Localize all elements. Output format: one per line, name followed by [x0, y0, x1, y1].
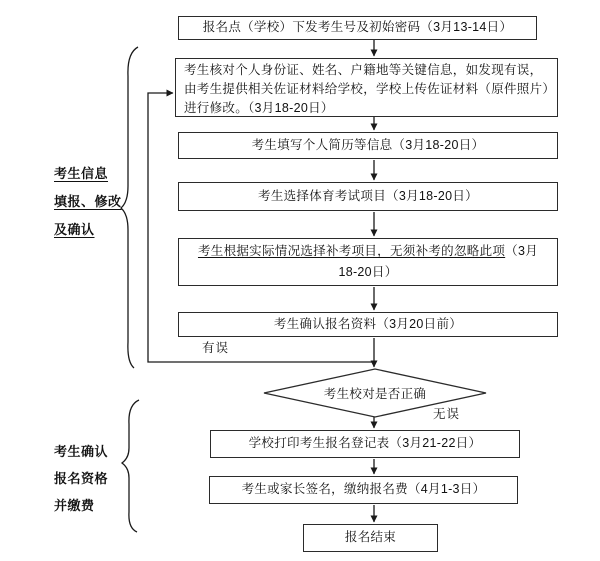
- flow-step-issue-exam-number: [178, 16, 537, 40]
- flow-step-label: 考生或家长签名，缴纳报名费（4月1-3日）: [241, 482, 486, 496]
- stage-label-line: 报名资格: [54, 471, 109, 486]
- flow-step-label: 考生核对个人身份证、姓名、户籍地等关键信息，如发现有误，由考生提供相关佐证材料给学校，学校上传佐证材料（原件照片）进行修改。（3月18-20日）: [184, 63, 549, 115]
- stage-label-confirm-and-pay: [54, 438, 138, 519]
- flow-step-label: 学校打印考生报名登记表（3月21-22日）: [248, 436, 482, 450]
- flow-step-fill-resume-info: [178, 132, 558, 159]
- flow-step-label-underlined: 考生根据实际情况选择补考项目，无须补考的忽略此项: [197, 244, 506, 258]
- flow-step-label: 报名点（学校）下发考生号及初始密码（3月13-14日）: [202, 20, 513, 34]
- flow-step-label: 考生选择体育考试项目（3月18-20日）: [258, 189, 478, 203]
- flow-step-sign-and-pay-fee: [209, 476, 518, 504]
- flow-step-registration-complete: [303, 524, 438, 552]
- stage-label-line: 考生确认: [54, 444, 109, 459]
- decision-verify-correct: 考生校对是否正确: [323, 387, 427, 401]
- flow-step-confirm-registration-data: [178, 312, 558, 337]
- stage-label-line: 并缴费: [54, 498, 95, 513]
- flow-step-select-pe-events: [178, 182, 558, 211]
- stage-label-line: 考生信息: [54, 166, 109, 181]
- flow-step-label: （3月18-20日）: [338, 244, 539, 279]
- stage-label-line: 填报、修改: [54, 194, 122, 209]
- edge-label-no-error: 无误: [433, 407, 461, 421]
- stage-label-info-filling: [54, 160, 138, 244]
- flow-step-label: 考生确认报名资料（3月20日前）: [273, 317, 463, 331]
- flow-step-verify-identity-info: [175, 58, 558, 117]
- flow-step-label: 考生填写个人简历等信息（3月18-20日）: [251, 138, 485, 152]
- stage-label-line: 及确认: [54, 222, 95, 237]
- edge-label-has-error: 有误: [202, 341, 230, 355]
- flow-step-label: 报名结束: [344, 530, 397, 544]
- flow-step-select-makeup-events: [178, 238, 558, 286]
- flow-step-print-registration-form: [210, 430, 520, 458]
